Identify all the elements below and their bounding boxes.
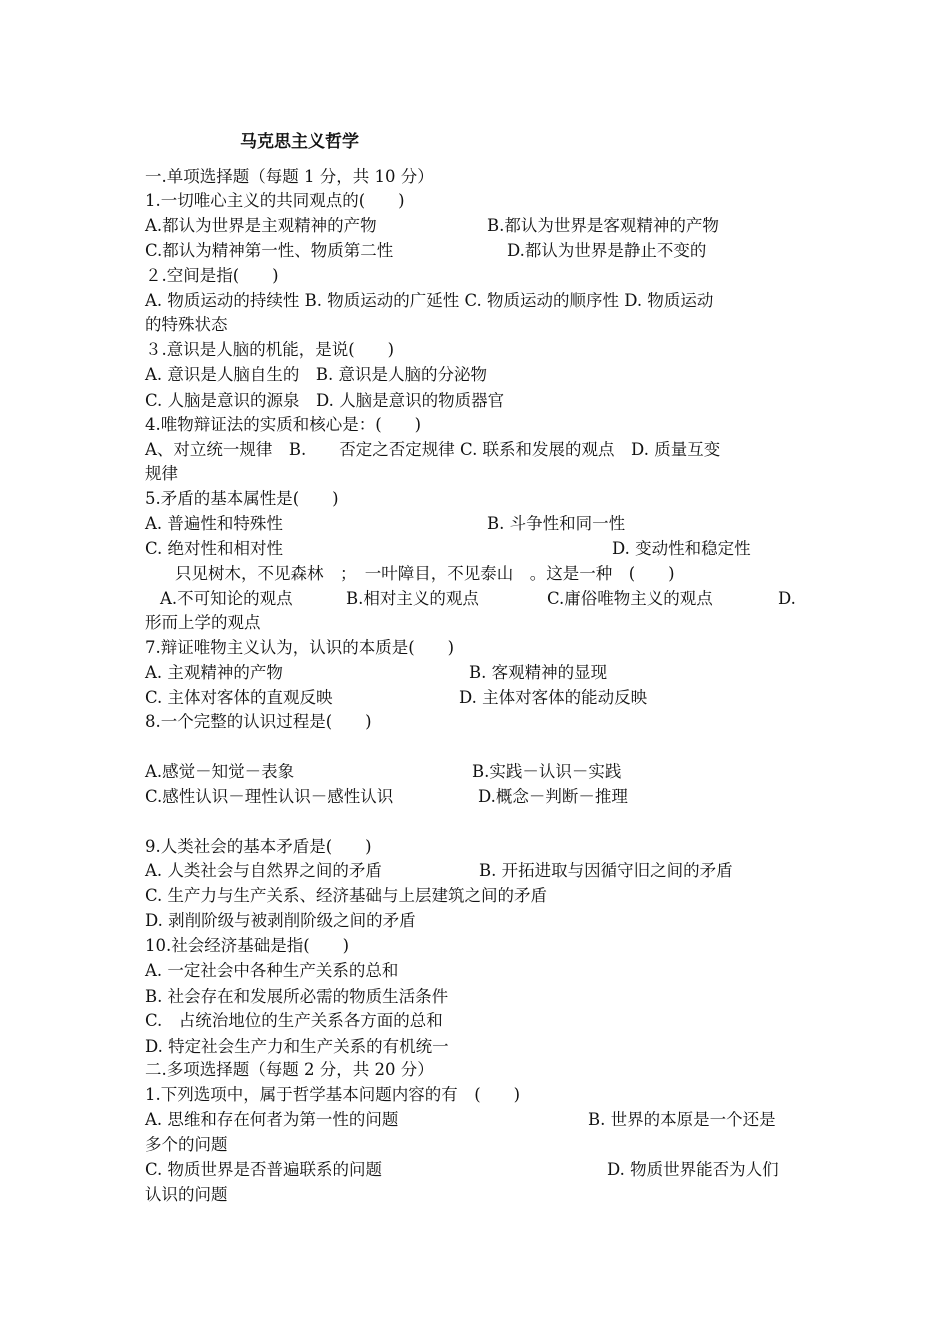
option-text: D. <box>778 589 796 608</box>
option-text: B. 开拓进取与因循守旧之间的矛盾 <box>479 861 733 880</box>
option-text: C.庸俗唯物主义的观点 <box>547 589 713 608</box>
option-text: 认识的问题 <box>145 1185 228 1204</box>
option-text: D.概念－判断－推理 <box>478 787 628 806</box>
option-text: D. 物质世界能否为人们 <box>607 1160 779 1179</box>
option-text: A. 意识是人脑自生的 B. 意识是人脑的分泌物 <box>145 365 488 384</box>
option-text: C. 生产力与生产关系、经济基础与上层建筑之间的矛盾 <box>145 886 548 905</box>
option-text: D. 特定社会生产力和生产关系的有机统一 <box>145 1037 449 1056</box>
option-text: B.相对主义的观点 <box>346 589 479 608</box>
option-text: C.都认为精神第一性、物质第二性 <box>145 241 394 260</box>
option-text: B. 客观精神的显现 <box>469 663 608 682</box>
question-text: 7.辩证唯物主义认为，认识的本质是( ) <box>145 638 455 657</box>
option-text: A.不可知论的观点 <box>160 589 293 608</box>
option-text: D. 变动性和稳定性 <box>612 539 751 558</box>
option-text: B. 斗争性和同一性 <box>487 514 626 533</box>
question-text: 9.人类社会的基本矛盾是( ) <box>145 837 372 856</box>
option-text: 多个的问题 <box>145 1135 228 1154</box>
option-text: C. 人脑是意识的源泉 D. 人脑是意识的物质器官 <box>145 391 505 410</box>
option-text: D.都认为世界是静止不变的 <box>507 241 707 260</box>
option-text: C. 主体对客体的直观反映 <box>145 688 333 707</box>
question-text: ３.意识是人脑的机能，是说( ) <box>145 340 395 359</box>
option-text: A. 物质运动的持续性 B. 物质运动的广延性 C. 物质运动的顺序性 D. 物质运动 <box>145 291 714 310</box>
option-text: A.感觉－知觉－表象 <box>145 762 295 781</box>
option-text: A. 人类社会与自然界之间的矛盾 <box>145 861 382 880</box>
option-text: C. 绝对性和相对性 <box>145 539 284 558</box>
page-title: 马克思主义哲学 <box>240 132 359 152</box>
option-text: A、对立统一规律 B. 否定之否定规律 C. 联系和发展的观点 D. 质量互变 <box>145 440 721 459</box>
question-text: 8.一个完整的认识过程是( ) <box>145 712 372 731</box>
option-text: D. 剥削阶级与被剥削阶级之间的矛盾 <box>145 911 416 930</box>
option-text: A. 普遍性和特殊性 <box>145 514 283 533</box>
question-text: ２.空间是指( ) <box>145 266 279 285</box>
option-text: B.实践－认识－实践 <box>472 762 622 781</box>
option-text: B. 社会存在和发展所必需的物质生活条件 <box>145 987 449 1006</box>
question-text: 1.下列选项中，属于哲学基本问题内容的有 ( ) <box>145 1085 521 1104</box>
question-text: 只见树木，不见森林 ； 一叶障目，不见泰山 。这是一种 ( ) <box>175 564 675 583</box>
option-text: 的特殊状态 <box>145 315 228 334</box>
option-text: B.都认为世界是客观精神的产物 <box>487 216 719 235</box>
section-heading: 一.单项选择题（每题 1 分，共 10 分） <box>145 167 434 186</box>
option-text: A. 思维和存在何者为第一性的问题 <box>145 1110 399 1129</box>
section-heading: 二.多项选择题（每题 2 分，共 20 分） <box>145 1060 434 1079</box>
question-text: 10.社会经济基础是指( ) <box>145 936 350 955</box>
option-text: C.感性认识－理性认识－感性认识 <box>145 787 394 806</box>
option-text: C. 物质世界是否普遍联系的问题 <box>145 1160 383 1179</box>
question-text: 5.矛盾的基本属性是( ) <box>145 489 339 508</box>
question-text: 4.唯物辩证法的实质和核心是：( ) <box>145 415 422 434</box>
option-text: D. 主体对客体的能动反映 <box>459 688 648 707</box>
option-text: A.都认为世界是主观精神的产物 <box>145 216 377 235</box>
option-text: C. 占统治地位的生产关系各方面的总和 <box>145 1011 443 1030</box>
option-text: A. 一定社会中各种生产关系的总和 <box>145 961 399 980</box>
option-text: 规律 <box>145 464 178 483</box>
question-text: 1.一切唯心主义的共同观点的( ) <box>145 191 405 210</box>
option-text: 形而上学的观点 <box>145 613 261 632</box>
option-text: B. 世界的本原是一个还是 <box>588 1110 776 1129</box>
option-text: A. 主观精神的产物 <box>145 663 283 682</box>
